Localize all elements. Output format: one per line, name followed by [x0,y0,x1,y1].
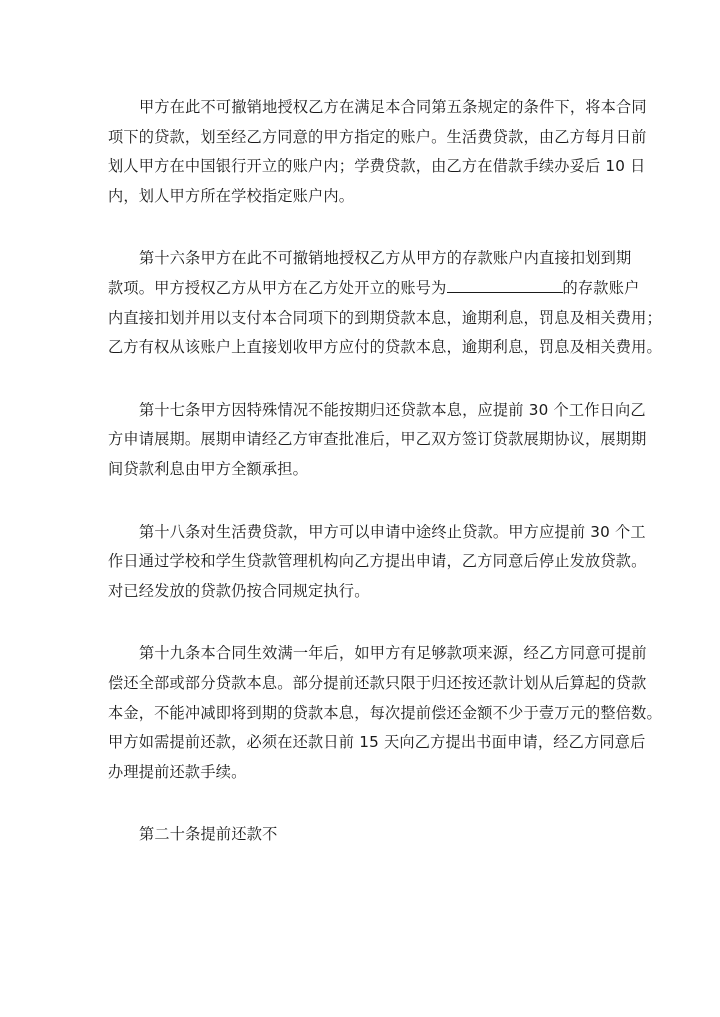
paragraph-article-20 [108,820,612,850]
paragraph-line: 间贷款利息由甲方全额承担。 [108,459,309,478]
account-prefix-text: 款项。甲方授权乙方从甲方在乙方处开立的账号为 [108,278,447,297]
paragraph-article-16 [108,244,662,362]
paragraph-article-19 [108,639,662,787]
paragraph-line: 第二十条提前还款不 [139,825,278,844]
paragraph-line: 偿还全部或部分贷款本息。部分提前还款只限于归还按还款计划从后算起的贷款 [108,673,647,692]
paragraph-line: 第十七条甲方因特殊情况不能按期归还贷款本息，应提前 30 个工作日向乙 [139,400,646,419]
paragraph-line: 第十九条本合同生效满一年后，如甲方有足够款项来源，经乙方同意可提前 [139,644,647,663]
paragraph-line: 内，划人甲方所在学校指定账户内。 [108,186,355,205]
paragraph-line: 甲方如需提前还款，必须在还款日前 15 天向乙方提出书面申请，经乙方同意后 [108,733,646,752]
account-number-blank [447,277,563,293]
paragraph-line: 划人甲方在中国银行开立的账户内；学费贷款，由乙方在借款手续办妥后 10 日 [108,157,646,176]
paragraph-line: 第十六条甲方在此不可撤销地授权乙方从甲方的存款账户内直接扣划到期 [139,249,632,268]
account-suffix-text: 的存款账户 [562,278,640,297]
paragraph-line: 乙方有权从该账户上直接划收甲方应付的贷款本息，逾期利息，罚息及相关费用。 [108,338,662,357]
paragraph-line: 方申请展期。展期申请经乙方审查批准后，甲乙双方签订贷款展期协议，展期期 [108,430,647,449]
paragraph-authorization-transfer [108,93,647,211]
paragraph-article-18 [108,518,647,607]
paragraph-line: 办理提前还款手续。 [108,762,247,781]
paragraph-line [108,274,640,304]
paragraph-line: 甲方在此不可撤销地授权乙方在满足本合同第五条规定的条件下，将本合同 [139,98,647,116]
paragraph-line: 作日通过学校和学生贷款管理机构向乙方提出申请，乙方同意后停止发放贷款。 [108,552,647,571]
document-page [108,93,662,883]
paragraph-line: 本金，不能冲减即将到期的贷款本息，每次提前偿还金额不少于壹万元的整倍数。 [108,703,662,722]
paragraph-line: 内直接扣划并用以支付本合同项下的到期贷款本息，逾期利息，罚息及相关费用； [108,308,662,327]
paragraph-line: 项下的贷款，划至经乙方同意的甲方指定的账户。生活费贷款，由乙方每月日前 [108,127,647,146]
paragraph-line: 第十八条对生活费贷款，甲方可以申请中途终止贷款。甲方应提前 30 个工 [139,522,646,541]
paragraph-article-17 [108,396,647,485]
paragraph-line: 对已经发放的贷款仍按合同规定执行。 [108,581,370,600]
